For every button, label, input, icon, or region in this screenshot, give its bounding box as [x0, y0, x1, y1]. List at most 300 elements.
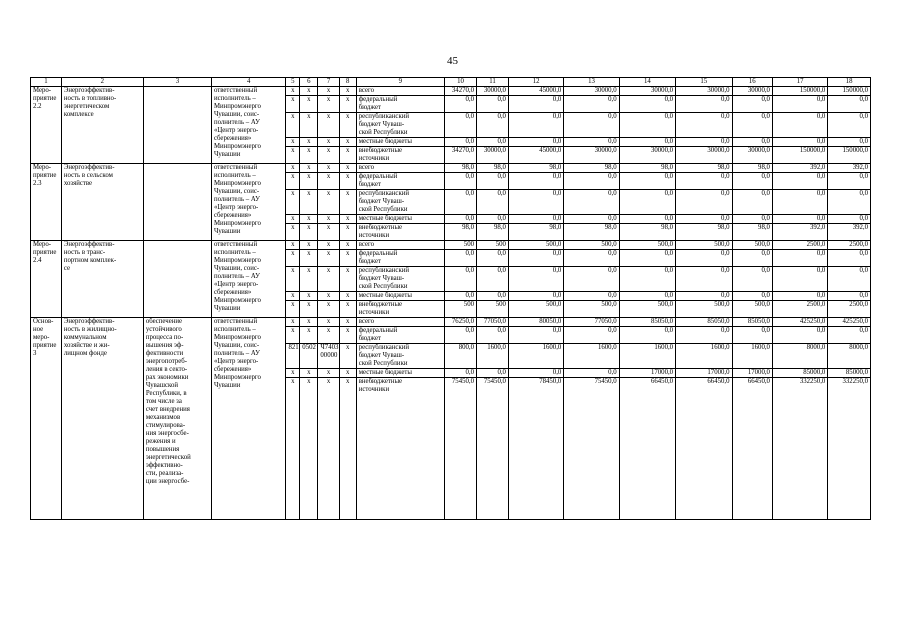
code-expense: х: [339, 327, 356, 344]
value-cell: 0,0: [732, 327, 772, 344]
code-target: х: [318, 138, 339, 147]
value-cell: 98,0: [619, 224, 675, 241]
value-cell: 500,0: [676, 301, 732, 318]
code-grbs: х: [286, 87, 300, 96]
measure-goal: обеспечение устойчивого процесса по- вышения эф- фективности энергопотреб- ления в секто- рах экономики Чувашской Республики, в том числе за счет внедрения механизмов стимулирова- ния энергосбе- режения и повышения энергетической эффективно- сти, реализа- ции энергосбе-: [143, 318, 211, 520]
code-expense: х: [339, 224, 356, 241]
code-expense: х: [339, 267, 356, 292]
value-cell: 0,0: [564, 190, 619, 215]
value-cell: 98,0: [732, 224, 772, 241]
value-cell: 332250,0: [828, 378, 871, 520]
value-cell: 1600,0: [732, 344, 772, 369]
value-cell: 66450,0: [676, 378, 732, 520]
value-cell: 0,0: [732, 96, 772, 113]
value-cell: 75450,0: [564, 378, 619, 520]
value-cell: 0,0: [508, 190, 563, 215]
value-cell: 150000,0: [772, 147, 827, 164]
value-cell: 0,0: [772, 113, 827, 138]
value-cell: 0,0: [772, 138, 827, 147]
value-cell: 0,0: [676, 250, 732, 267]
value-cell: 0,0: [445, 292, 477, 301]
code-grbs: х: [286, 164, 300, 173]
header-cell-6: 6: [300, 78, 318, 87]
value-cell: 0,0: [508, 138, 563, 147]
value-cell: 0,0: [619, 190, 675, 215]
code-section: х: [300, 190, 318, 215]
value-cell: 500: [445, 241, 477, 250]
value-cell: 0,0: [828, 250, 871, 267]
value-cell: 0,0: [619, 267, 675, 292]
value-cell: 0,0: [828, 173, 871, 190]
header-cell-4: 4: [211, 78, 286, 87]
code-section: х: [300, 147, 318, 164]
value-cell: 30000,0: [732, 147, 772, 164]
measure-name: Энергоэффектив- ность в транс- портном комплек- се: [61, 241, 143, 318]
value-cell: 0,0: [477, 250, 509, 267]
value-cell: 0,0: [508, 113, 563, 138]
value-cell: 0,0: [477, 327, 509, 344]
header-cell-13: 13: [564, 78, 619, 87]
value-cell: 85000,0: [828, 369, 871, 378]
funding-source: местные бюджеты: [356, 369, 444, 378]
code-expense: х: [339, 147, 356, 164]
value-cell: 0,0: [564, 292, 619, 301]
value-cell: 1600,0: [508, 344, 563, 369]
code-section: х: [300, 250, 318, 267]
funding-source: местные бюджеты: [356, 292, 444, 301]
funding-source: всего: [356, 164, 444, 173]
value-cell: 98,0: [619, 164, 675, 173]
code-expense: х: [339, 250, 356, 267]
value-cell: 0,0: [619, 113, 675, 138]
value-cell: 0,0: [619, 250, 675, 267]
code-target: х: [318, 378, 339, 520]
value-cell: 500: [477, 301, 509, 318]
value-cell: 98,0: [676, 164, 732, 173]
value-cell: 85050,0: [676, 318, 732, 327]
value-cell: 80050,0: [508, 318, 563, 327]
code-section: х: [300, 215, 318, 224]
value-cell: 500,0: [619, 301, 675, 318]
value-cell: 0,0: [676, 292, 732, 301]
code-target: х: [318, 250, 339, 267]
code-expense: х: [339, 301, 356, 318]
value-cell: 500,0: [732, 301, 772, 318]
code-section: х: [300, 292, 318, 301]
value-cell: 0,0: [508, 215, 563, 224]
value-cell: 0,0: [772, 173, 827, 190]
code-expense: х: [339, 378, 356, 520]
value-cell: 800,0: [445, 344, 477, 369]
value-cell: 0,0: [828, 327, 871, 344]
value-cell: 0,0: [828, 292, 871, 301]
value-cell: 0,0: [445, 173, 477, 190]
value-cell: 1600,0: [619, 344, 675, 369]
value-cell: 98,0: [508, 224, 563, 241]
value-cell: 1600,0: [676, 344, 732, 369]
value-cell: 0,0: [564, 113, 619, 138]
value-cell: 0,0: [772, 267, 827, 292]
code-grbs: х: [286, 96, 300, 113]
code-expense: х: [339, 173, 356, 190]
value-cell: 500: [445, 301, 477, 318]
header-cell-1: 1: [31, 78, 62, 87]
funding-source: республиканский бюджет Чуваш- ской Республики: [356, 344, 444, 369]
value-cell: 392,0: [828, 224, 871, 241]
measure-goal: [143, 241, 211, 318]
value-cell: 500,0: [508, 241, 563, 250]
code-expense: х: [339, 87, 356, 96]
value-cell: 30000,0: [477, 147, 509, 164]
value-cell: 66450,0: [619, 378, 675, 520]
funding-source: внебюджетные источники: [356, 224, 444, 241]
value-cell: 0,0: [619, 327, 675, 344]
code-grbs: х: [286, 267, 300, 292]
header-cell-12: 12: [508, 78, 563, 87]
code-grbs: х: [286, 215, 300, 224]
value-cell: 0,0: [508, 369, 563, 378]
value-cell: 17000,0: [732, 369, 772, 378]
value-cell: 425250,0: [828, 318, 871, 327]
code-expense: х: [339, 369, 356, 378]
value-cell: 0,0: [619, 292, 675, 301]
code-grbs: 821: [286, 344, 300, 369]
code-section: х: [300, 301, 318, 318]
value-cell: 0,0: [619, 173, 675, 190]
value-cell: 45000,0: [508, 87, 563, 96]
value-cell: 0,0: [676, 190, 732, 215]
code-section: х: [300, 224, 318, 241]
value-cell: 0,0: [732, 190, 772, 215]
code-target: х: [318, 267, 339, 292]
value-cell: 0,0: [564, 96, 619, 113]
measure-goal: [143, 87, 211, 164]
value-cell: 500,0: [732, 241, 772, 250]
value-cell: 0,0: [828, 113, 871, 138]
value-cell: 66450,0: [732, 378, 772, 520]
value-cell: 77050,0: [564, 318, 619, 327]
responsible-executor: ответственный исполнитель – Минпромэнерго Чувашии, соис- полнитель – АУ «Центр энерго- сбережения» Минпромэнерго Чувашии: [211, 87, 286, 164]
value-cell: 0,0: [564, 138, 619, 147]
code-section: х: [300, 87, 318, 96]
code-target: х: [318, 301, 339, 318]
value-cell: 0,0: [477, 138, 509, 147]
value-cell: 0,0: [772, 215, 827, 224]
code-grbs: х: [286, 318, 300, 327]
funding-source: всего: [356, 241, 444, 250]
code-expense: х: [339, 318, 356, 327]
header-cell-8: 8: [339, 78, 356, 87]
value-cell: 30000,0: [619, 87, 675, 96]
value-cell: 78450,0: [508, 378, 563, 520]
code-target: х: [318, 292, 339, 301]
code-section: х: [300, 318, 318, 327]
code-expense: х: [339, 344, 356, 369]
code-target: х: [318, 190, 339, 215]
code-grbs: х: [286, 190, 300, 215]
value-cell: 0,0: [772, 96, 827, 113]
funding-source: внебюджетные источники: [356, 378, 444, 520]
code-grbs: х: [286, 327, 300, 344]
value-cell: 500,0: [564, 241, 619, 250]
funding-source: внебюджетные источники: [356, 301, 444, 318]
code-expense: х: [339, 164, 356, 173]
code-grbs: х: [286, 113, 300, 138]
measure-name: Энергоэффектив- ность в сельском хозяйстве: [61, 164, 143, 241]
value-cell: 0,0: [564, 250, 619, 267]
code-grbs: х: [286, 147, 300, 164]
code-expense: х: [339, 241, 356, 250]
header-cell-11: 11: [477, 78, 509, 87]
header-cell-7: 7: [318, 78, 339, 87]
value-cell: 98,0: [508, 164, 563, 173]
value-cell: 0,0: [772, 327, 827, 344]
value-cell: 75450,0: [477, 378, 509, 520]
value-cell: 0,0: [619, 138, 675, 147]
value-cell: 0,0: [732, 292, 772, 301]
value-cell: 0,0: [828, 190, 871, 215]
code-section: х: [300, 369, 318, 378]
value-cell: 0,0: [445, 113, 477, 138]
value-cell: 98,0: [732, 164, 772, 173]
funding-source: республиканский бюджет Чуваш- ской Республики: [356, 267, 444, 292]
value-cell: 0,0: [477, 190, 509, 215]
code-target: х: [318, 113, 339, 138]
value-cell: 0,0: [445, 369, 477, 378]
value-cell: 0,0: [477, 369, 509, 378]
value-cell: 0,0: [477, 96, 509, 113]
value-cell: 150000,0: [772, 87, 827, 96]
funding-source: всего: [356, 87, 444, 96]
value-cell: 150000,0: [828, 87, 871, 96]
value-cell: 0,0: [676, 138, 732, 147]
code-section: х: [300, 241, 318, 250]
header-cell-10: 10: [445, 78, 477, 87]
value-cell: 0,0: [564, 369, 619, 378]
value-cell: 0,0: [445, 138, 477, 147]
value-cell: 85000,0: [772, 369, 827, 378]
value-cell: 0,0: [477, 173, 509, 190]
funding-source: всего: [356, 318, 444, 327]
measure-number: Меро- приятие 2.3: [31, 164, 62, 241]
value-cell: 392,0: [828, 164, 871, 173]
funding-source: внебюджетные источники: [356, 147, 444, 164]
value-cell: 76250,0: [445, 318, 477, 327]
header-cell-17: 17: [772, 78, 827, 87]
value-cell: 0,0: [732, 113, 772, 138]
value-cell: 0,0: [564, 267, 619, 292]
responsible-executor: ответственный исполнитель – Минпромэнерго Чувашии, соис- полнитель – АУ «Центр энерго- сбережения» Минпромэнерго Чувашии: [211, 241, 286, 318]
value-cell: 0,0: [445, 96, 477, 113]
value-cell: 392,0: [772, 164, 827, 173]
value-cell: 0,0: [772, 250, 827, 267]
code-target: х: [318, 318, 339, 327]
code-grbs: х: [286, 369, 300, 378]
header-row: [31, 78, 871, 87]
funding-source: республиканский бюджет Чуваш- ской Республики: [356, 113, 444, 138]
value-cell: 98,0: [477, 164, 509, 173]
value-cell: 0,0: [508, 327, 563, 344]
value-cell: 392,0: [772, 224, 827, 241]
budget-table: [30, 77, 871, 520]
value-cell: 8000,0: [772, 344, 827, 369]
value-cell: 98,0: [676, 224, 732, 241]
value-cell: 17000,0: [676, 369, 732, 378]
value-cell: 500,0: [508, 301, 563, 318]
value-cell: 0,0: [445, 215, 477, 224]
header-cell-9: 9: [356, 78, 444, 87]
funding-source: республиканский бюджет Чуваш- ской Республики: [356, 190, 444, 215]
value-cell: 0,0: [732, 250, 772, 267]
funding-source: федеральный бюджет: [356, 250, 444, 267]
responsible-executor: ответственный исполнитель – Минпромэнерго Чувашии, соис- полнитель – АУ «Центр энерго- сбережения» Минпромэнерго Чувашии: [211, 164, 286, 241]
value-cell: 2500,0: [772, 301, 827, 318]
value-cell: 425250,0: [772, 318, 827, 327]
funding-source: местные бюджеты: [356, 138, 444, 147]
value-cell: 85050,0: [619, 318, 675, 327]
value-cell: 30000,0: [564, 147, 619, 164]
code-grbs: х: [286, 378, 300, 520]
code-expense: х: [339, 190, 356, 215]
value-cell: 0,0: [772, 292, 827, 301]
code-target: х: [318, 215, 339, 224]
value-cell: 0,0: [732, 138, 772, 147]
value-cell: 500,0: [619, 241, 675, 250]
code-expense: х: [339, 96, 356, 113]
measure-number: Меро- приятие 2.4: [31, 241, 62, 318]
code-target: х: [318, 327, 339, 344]
table-row: [31, 164, 871, 173]
header-cell-2: 2: [61, 78, 143, 87]
funding-source: местные бюджеты: [356, 215, 444, 224]
code-grbs: х: [286, 250, 300, 267]
value-cell: 0,0: [564, 215, 619, 224]
code-section: х: [300, 96, 318, 113]
value-cell: 0,0: [564, 327, 619, 344]
value-cell: 0,0: [477, 292, 509, 301]
header-cell-5: 5: [286, 78, 300, 87]
code-expense: х: [339, 215, 356, 224]
value-cell: 0,0: [619, 215, 675, 224]
code-section: х: [300, 267, 318, 292]
value-cell: 8000,0: [828, 344, 871, 369]
value-cell: 0,0: [772, 190, 827, 215]
value-cell: 0,0: [676, 173, 732, 190]
value-cell: 0,0: [508, 96, 563, 113]
code-target: х: [318, 224, 339, 241]
code-grbs: х: [286, 173, 300, 190]
value-cell: 17000,0: [619, 369, 675, 378]
value-cell: 0,0: [828, 138, 871, 147]
page-number: 45: [447, 55, 458, 67]
value-cell: 30000,0: [564, 87, 619, 96]
value-cell: 1600,0: [564, 344, 619, 369]
value-cell: 500,0: [676, 241, 732, 250]
value-cell: 30000,0: [676, 147, 732, 164]
code-section: х: [300, 138, 318, 147]
code-target: Ч7403 00000: [318, 344, 339, 369]
code-section: х: [300, 164, 318, 173]
code-section: х: [300, 378, 318, 520]
value-cell: 98,0: [445, 224, 477, 241]
funding-source: федеральный бюджет: [356, 173, 444, 190]
value-cell: 0,0: [445, 250, 477, 267]
value-cell: 34270,0: [445, 87, 477, 96]
value-cell: 0,0: [828, 96, 871, 113]
value-cell: 98,0: [445, 164, 477, 173]
header-cell-16: 16: [732, 78, 772, 87]
measure-name: Энергоэффектив- ность в жилищно- коммунальном хозяйстве и жи- лищном фонде: [61, 318, 143, 520]
funding-source: федеральный бюджет: [356, 96, 444, 113]
value-cell: 30000,0: [732, 87, 772, 96]
value-cell: 0,0: [508, 173, 563, 190]
code-target: х: [318, 241, 339, 250]
code-grbs: х: [286, 224, 300, 241]
table-row: [31, 318, 871, 327]
table-row: [31, 241, 871, 250]
value-cell: 0,0: [477, 215, 509, 224]
value-cell: 0,0: [676, 215, 732, 224]
value-cell: 2500,0: [828, 301, 871, 318]
value-cell: 0,0: [508, 250, 563, 267]
value-cell: 2500,0: [772, 241, 827, 250]
code-target: х: [318, 164, 339, 173]
value-cell: 0,0: [508, 292, 563, 301]
responsible-executor: ответственный исполнитель – Минпромэнерго Чувашии, соис- полнитель – АУ «Центр энерго- сбережения» Минпромэнерго Чувашии: [211, 318, 286, 520]
value-cell: 0,0: [619, 96, 675, 113]
value-cell: 2500,0: [828, 241, 871, 250]
value-cell: 98,0: [564, 224, 619, 241]
value-cell: 0,0: [676, 96, 732, 113]
code-section: 0502: [300, 344, 318, 369]
value-cell: 0,0: [828, 215, 871, 224]
header-cell-18: 18: [828, 78, 871, 87]
measure-number: Меро- приятие 2.2: [31, 87, 62, 164]
value-cell: 98,0: [477, 224, 509, 241]
value-cell: 0,0: [477, 113, 509, 138]
value-cell: 0,0: [445, 327, 477, 344]
value-cell: 77050,0: [477, 318, 509, 327]
code-grbs: х: [286, 241, 300, 250]
value-cell: 1600,0: [477, 344, 509, 369]
value-cell: 98,0: [564, 164, 619, 173]
value-cell: 0,0: [732, 215, 772, 224]
value-cell: 0,0: [732, 267, 772, 292]
code-target: х: [318, 96, 339, 113]
measure-number: Основ- ное меро- приятие 3: [31, 318, 62, 520]
value-cell: 34270,0: [445, 147, 477, 164]
code-target: х: [318, 147, 339, 164]
value-cell: 0,0: [676, 113, 732, 138]
value-cell: 75450,0: [445, 378, 477, 520]
table-row: [31, 87, 871, 96]
header-cell-15: 15: [676, 78, 732, 87]
code-grbs: х: [286, 138, 300, 147]
code-section: х: [300, 113, 318, 138]
code-expense: х: [339, 113, 356, 138]
code-target: х: [318, 87, 339, 96]
value-cell: 30000,0: [676, 87, 732, 96]
value-cell: 500: [477, 241, 509, 250]
value-cell: 0,0: [828, 267, 871, 292]
code-target: х: [318, 173, 339, 190]
code-section: х: [300, 327, 318, 344]
header-cell-3: 3: [143, 78, 211, 87]
code-expense: х: [339, 292, 356, 301]
value-cell: 30000,0: [619, 147, 675, 164]
table-body: [31, 87, 871, 520]
value-cell: 45000,0: [508, 147, 563, 164]
